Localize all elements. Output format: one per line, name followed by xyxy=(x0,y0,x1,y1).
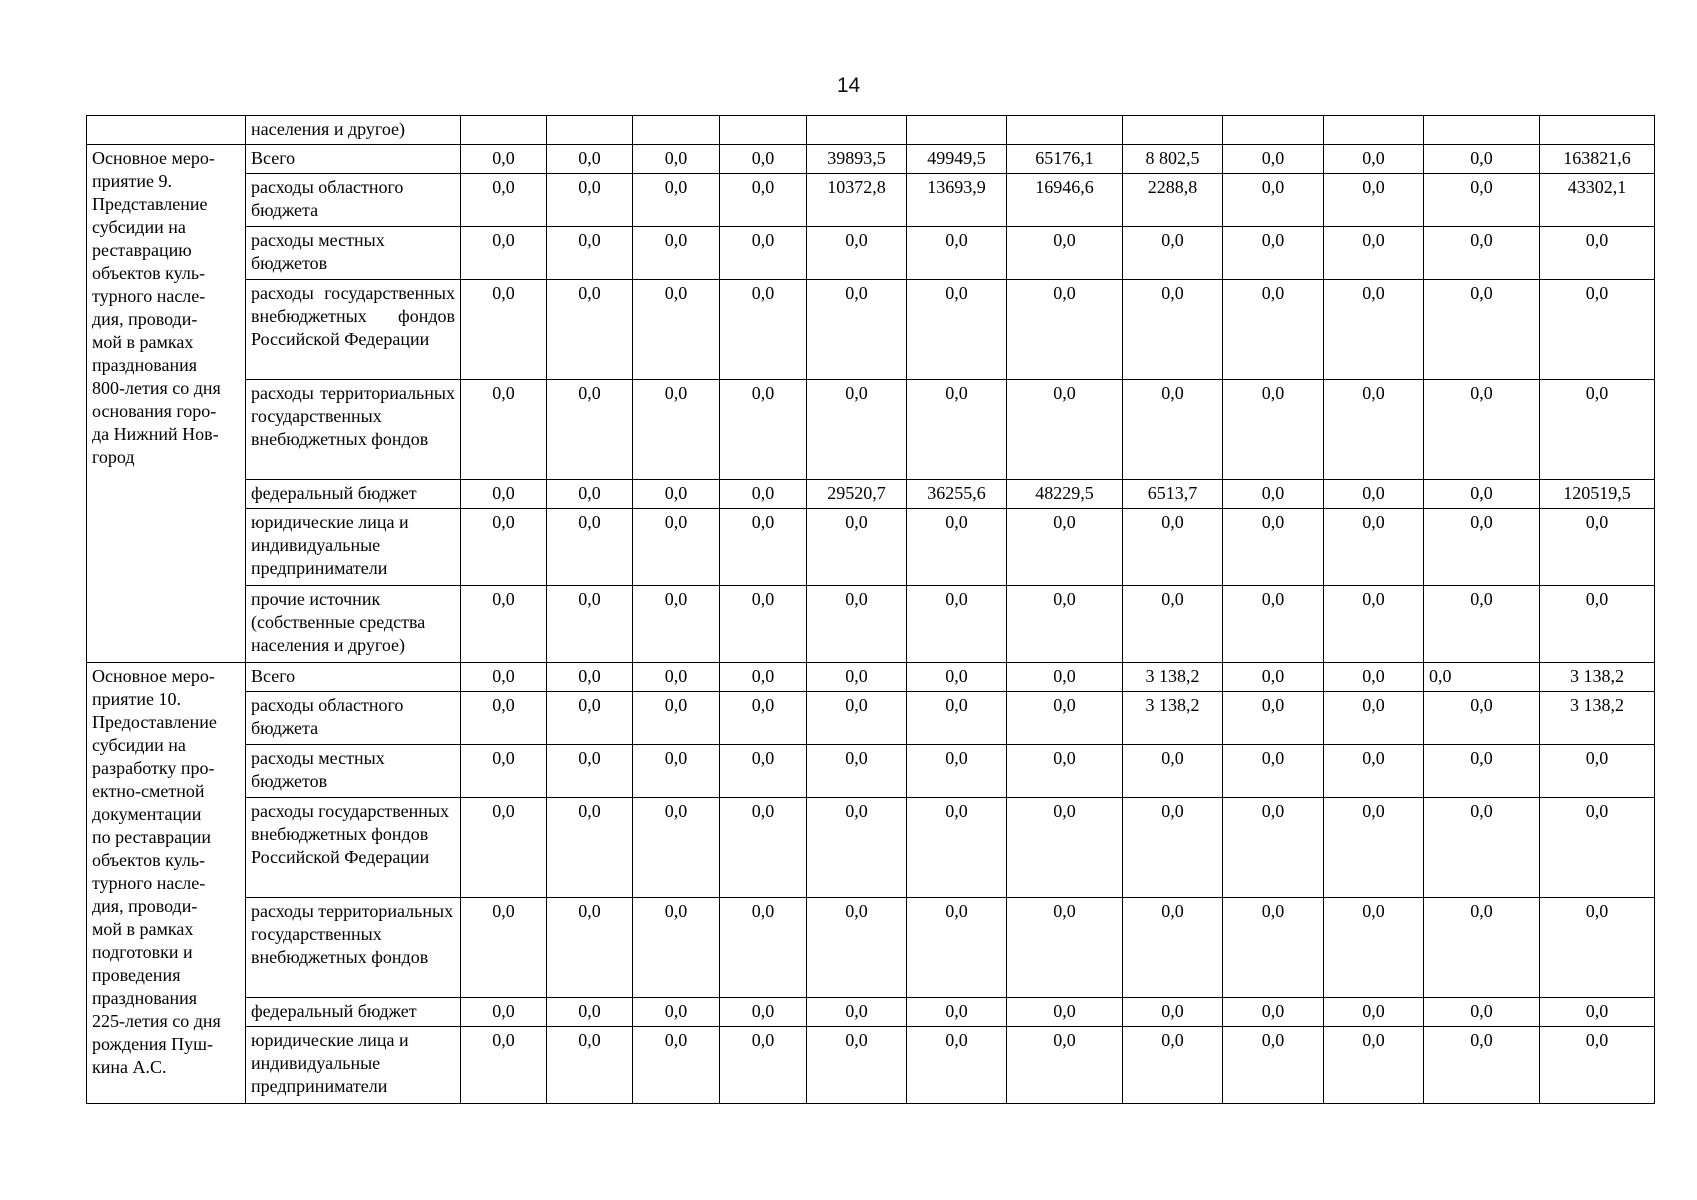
value-cell: 8 802,5 xyxy=(1123,145,1223,174)
value-cell: 0,0 xyxy=(1123,998,1223,1027)
value-cell: 0,0 xyxy=(907,380,1007,480)
source-cell: юридические лица и индивидуальные предприниматели xyxy=(246,509,461,586)
value-cell: 0,0 xyxy=(1424,280,1540,380)
value-cell: 0,0 xyxy=(461,1027,547,1104)
value-cell: 163821,6 xyxy=(1540,145,1655,174)
table-row xyxy=(87,509,1655,586)
value-cell: 3 138,2 xyxy=(1540,663,1655,692)
table-row xyxy=(87,663,1655,692)
value-cell: 0,0 xyxy=(807,1027,907,1104)
value-cell: 0,0 xyxy=(1324,145,1424,174)
value-cell: 0,0 xyxy=(1540,509,1655,586)
value-cell: 0,0 xyxy=(547,280,633,380)
value-cell: 0,0 xyxy=(1324,898,1424,998)
source-cell: расходы местных бюджетов xyxy=(246,745,461,798)
value-cell: 0,0 xyxy=(633,145,720,174)
source-cell: населения и другое) xyxy=(246,116,461,145)
value-cell: 0,0 xyxy=(461,898,547,998)
value-cell: 0,0 xyxy=(1540,586,1655,663)
value-cell xyxy=(1223,116,1324,145)
source-cell: расходы местных бюджетов xyxy=(246,227,461,280)
value-cell: 0,0 xyxy=(1223,798,1324,898)
value-cell: 0,0 xyxy=(547,692,633,745)
value-cell: 0,0 xyxy=(1223,480,1324,509)
value-cell: 0,0 xyxy=(461,480,547,509)
value-cell: 0,0 xyxy=(461,280,547,380)
value-cell: 0,0 xyxy=(807,663,907,692)
value-cell: 0,0 xyxy=(807,745,907,798)
value-cell: 0,0 xyxy=(1324,998,1424,1027)
table-row xyxy=(87,1027,1655,1104)
value-cell: 0,0 xyxy=(1324,380,1424,480)
value-cell: 0,0 xyxy=(1123,898,1223,998)
value-cell: 0,0 xyxy=(1123,745,1223,798)
value-cell: 0,0 xyxy=(720,586,807,663)
measure-title-line: мой в рамках xyxy=(92,919,194,939)
value-cell: 0,0 xyxy=(907,509,1007,586)
source-cell: расходы областного бюджета xyxy=(246,174,461,227)
table-row xyxy=(87,380,1655,480)
value-cell: 120519,5 xyxy=(1540,480,1655,509)
value-cell: 0,0 xyxy=(1540,745,1655,798)
table-row xyxy=(87,480,1655,509)
measure-title-line: празднования xyxy=(92,355,197,375)
value-cell: 0,0 xyxy=(807,692,907,745)
value-cell: 0,0 xyxy=(1324,280,1424,380)
measure-title-line: Основное меро- xyxy=(92,666,215,686)
value-cell: 0,0 xyxy=(1123,380,1223,480)
measure-title-line: город xyxy=(92,447,135,467)
value-cell: 0,0 xyxy=(633,663,720,692)
table-row xyxy=(87,174,1655,227)
value-cell: 0,0 xyxy=(1324,227,1424,280)
value-cell: 0,0 xyxy=(907,798,1007,898)
value-cell: 0,0 xyxy=(1424,586,1540,663)
value-cell: 0,0 xyxy=(807,280,907,380)
value-cell: 0,0 xyxy=(547,174,633,227)
value-cell: 0,0 xyxy=(633,380,720,480)
value-cell: 0,0 xyxy=(1123,509,1223,586)
value-cell: 0,0 xyxy=(1424,745,1540,798)
value-cell: 0,0 xyxy=(807,798,907,898)
source-cell: юридические лица и индивидуальные предприниматели xyxy=(246,1027,461,1104)
value-cell: 0,0 xyxy=(633,509,720,586)
value-cell: 0,0 xyxy=(547,745,633,798)
value-cell: 0,0 xyxy=(907,586,1007,663)
value-cell: 48229,5 xyxy=(1007,480,1123,509)
value-cell: 0,0 xyxy=(547,798,633,898)
value-cell: 0,0 xyxy=(633,480,720,509)
value-cell: 0,0 xyxy=(1223,663,1324,692)
value-cell xyxy=(1123,116,1223,145)
value-cell: 0,0 xyxy=(1424,174,1540,227)
measure-title-line: подготовки и xyxy=(92,942,193,962)
table-row xyxy=(87,998,1655,1027)
value-cell: 0,0 xyxy=(720,898,807,998)
value-cell: 0,0 xyxy=(720,174,807,227)
value-cell: 0,0 xyxy=(633,998,720,1027)
value-cell: 0,0 xyxy=(720,145,807,174)
measure-title-line: Предоставление xyxy=(92,712,217,732)
value-cell: 0,0 xyxy=(547,1027,633,1104)
value-cell: 0,0 xyxy=(1223,380,1324,480)
value-cell: 0,0 xyxy=(1324,174,1424,227)
value-cell: 0,0 xyxy=(907,692,1007,745)
value-cell: 16946,6 xyxy=(1007,174,1123,227)
value-cell: 0,0 xyxy=(633,1027,720,1104)
value-cell: 29520,7 xyxy=(807,480,907,509)
measure-title-line: приятие 9. xyxy=(92,171,173,191)
value-cell: 0,0 xyxy=(547,898,633,998)
value-cell: 0,0 xyxy=(633,745,720,798)
value-cell: 0,0 xyxy=(1007,663,1123,692)
source-cell: расходы государственных внебюджетных фондов Российской Федерации xyxy=(246,280,461,380)
value-cell xyxy=(633,116,720,145)
measure-title-line: приятие 10. xyxy=(92,689,182,709)
value-cell: 2288,8 xyxy=(1123,174,1223,227)
value-cell: 0,0 xyxy=(1324,1027,1424,1104)
value-cell: 0,0 xyxy=(633,798,720,898)
value-cell xyxy=(1007,116,1123,145)
value-cell: 0,0 xyxy=(720,745,807,798)
source-cell: Всего xyxy=(246,663,461,692)
value-cell: 0,0 xyxy=(1123,1027,1223,1104)
value-cell: 0,0 xyxy=(1007,586,1123,663)
value-cell: 0,0 xyxy=(1223,586,1324,663)
value-cell: 0,0 xyxy=(633,280,720,380)
value-cell: 0,0 xyxy=(1540,280,1655,380)
value-cell: 0,0 xyxy=(1324,509,1424,586)
table-row xyxy=(87,280,1655,380)
table-row xyxy=(87,227,1655,280)
value-cell: 0,0 xyxy=(461,998,547,1027)
source-cell: расходы государственных внебюджетных фондов Российской Федерации xyxy=(246,798,461,898)
source-cell: расходы территориальных государственных внебюджетных фондов xyxy=(246,380,461,480)
value-cell: 0,0 xyxy=(1223,145,1324,174)
table-row xyxy=(87,116,1655,145)
value-cell: 0,0 xyxy=(1424,509,1540,586)
table-row xyxy=(87,745,1655,798)
value-cell: 0,0 xyxy=(1007,898,1123,998)
value-cell: 0,0 xyxy=(1123,227,1223,280)
value-cell xyxy=(1424,116,1540,145)
value-cell: 39893,5 xyxy=(807,145,907,174)
value-cell: 3 138,2 xyxy=(1540,692,1655,745)
value-cell: 0,0 xyxy=(461,380,547,480)
measure-title-line: рождения Пуш- xyxy=(92,1034,214,1054)
value-cell: 0,0 xyxy=(907,898,1007,998)
value-cell: 0,0 xyxy=(1424,145,1540,174)
measure-title-line: ектно-сметной xyxy=(92,781,205,801)
value-cell: 0,0 xyxy=(1007,692,1123,745)
measure-title-cell xyxy=(87,145,246,663)
value-cell: 0,0 xyxy=(547,586,633,663)
value-cell: 0,0 xyxy=(1223,174,1324,227)
value-cell: 0,0 xyxy=(1540,898,1655,998)
measure-title-line: субсидии на xyxy=(92,735,186,755)
value-cell: 0,0 xyxy=(720,227,807,280)
measure-title-line: объектов куль- xyxy=(92,263,206,283)
value-cell: 0,0 xyxy=(807,227,907,280)
value-cell: 0,0 xyxy=(1223,998,1324,1027)
value-cell: 0,0 xyxy=(907,663,1007,692)
value-cell: 36255,6 xyxy=(907,480,1007,509)
value-cell: 0,0 xyxy=(461,227,547,280)
value-cell: 0,0 xyxy=(1424,998,1540,1027)
value-cell: 0,0 xyxy=(720,998,807,1027)
measure-title-line: основания горо- xyxy=(92,401,217,421)
value-cell: 0,0 xyxy=(720,380,807,480)
value-cell: 0,0 xyxy=(633,692,720,745)
value-cell: 0,0 xyxy=(1540,798,1655,898)
value-cell: 0,0 xyxy=(461,145,547,174)
value-cell: 0,0 xyxy=(1123,586,1223,663)
funding-table xyxy=(86,115,1655,1104)
measure-title-line: дия, проводи- xyxy=(92,896,198,916)
value-cell: 0,0 xyxy=(1007,509,1123,586)
value-cell: 0,0 xyxy=(547,663,633,692)
value-cell: 3 138,2 xyxy=(1123,663,1223,692)
value-cell: 0,0 xyxy=(1324,586,1424,663)
value-cell: 0,0 xyxy=(1223,1027,1324,1104)
value-cell: 0,0 xyxy=(720,798,807,898)
measure-title-line: дия, проводи- xyxy=(92,309,198,329)
value-cell: 0,0 xyxy=(633,174,720,227)
measure-title-line: Основное меро- xyxy=(92,148,215,168)
value-cell: 0,0 xyxy=(547,227,633,280)
value-cell: 0,0 xyxy=(1540,998,1655,1027)
value-cell: 0,0 xyxy=(720,663,807,692)
value-cell: 0,0 xyxy=(461,663,547,692)
value-cell: 0,0 xyxy=(1424,692,1540,745)
table-row xyxy=(87,898,1655,998)
value-cell: 0,0 xyxy=(1424,380,1540,480)
value-cell: 0,0 xyxy=(1424,227,1540,280)
value-cell: 0,0 xyxy=(807,380,907,480)
measure-title-line: разработку про- xyxy=(92,758,215,778)
value-cell: 0,0 xyxy=(633,898,720,998)
value-cell: 0,0 xyxy=(1424,480,1540,509)
measure-title-line: 225-летия со дня xyxy=(92,1011,221,1031)
value-cell: 0,0 xyxy=(1324,692,1424,745)
value-cell: 0,0 xyxy=(1324,480,1424,509)
value-cell xyxy=(720,116,807,145)
value-cell: 0,0 xyxy=(1007,280,1123,380)
table-row xyxy=(87,586,1655,663)
value-cell: 0,0 xyxy=(1424,798,1540,898)
value-cell: 0,0 xyxy=(720,509,807,586)
value-cell xyxy=(807,116,907,145)
value-cell: 0,0 xyxy=(807,509,907,586)
value-cell xyxy=(1540,116,1655,145)
value-cell: 0,0 xyxy=(1223,227,1324,280)
value-cell: 0,0 xyxy=(907,1027,1007,1104)
value-cell: 0,0 xyxy=(461,692,547,745)
value-cell: 0,0 xyxy=(1123,798,1223,898)
measure-title-line: турного насле- xyxy=(92,286,206,306)
value-cell: 0,0 xyxy=(461,798,547,898)
value-cell: 0,0 xyxy=(1007,745,1123,798)
value-cell: 0,0 xyxy=(1324,745,1424,798)
measure-title-line: проведения xyxy=(92,965,181,985)
value-cell: 0,0 xyxy=(807,898,907,998)
value-cell: 0,0 xyxy=(720,692,807,745)
value-cell: 0,0 xyxy=(720,480,807,509)
measure-title-line: турного насле- xyxy=(92,873,206,893)
value-cell: 0,0 xyxy=(1223,745,1324,798)
source-cell: федеральный бюджет xyxy=(246,998,461,1027)
value-cell: 13693,9 xyxy=(907,174,1007,227)
source-cell: прочие источник (собственные средства населения и другое) xyxy=(246,586,461,663)
value-cell: 0,0 xyxy=(1223,509,1324,586)
measure-title-line: объектов куль- xyxy=(92,850,206,870)
value-cell: 0,0 xyxy=(547,480,633,509)
value-cell: 49949,5 xyxy=(907,145,1007,174)
table-row xyxy=(87,798,1655,898)
value-cell: 0,0 xyxy=(547,380,633,480)
value-cell: 0,0 xyxy=(633,227,720,280)
value-cell: 0,0 xyxy=(1424,663,1540,692)
value-cell: 0,0 xyxy=(1223,280,1324,380)
table-row xyxy=(87,692,1655,745)
value-cell: 0,0 xyxy=(907,998,1007,1027)
value-cell: 0,0 xyxy=(633,586,720,663)
source-cell: федеральный бюджет xyxy=(246,480,461,509)
value-cell: 0,0 xyxy=(461,745,547,798)
value-cell: 0,0 xyxy=(1007,1027,1123,1104)
value-cell: 6513,7 xyxy=(1123,480,1223,509)
value-cell: 0,0 xyxy=(547,145,633,174)
measure-title-line: кина А.С. xyxy=(92,1057,167,1077)
measure-title-line: да Нижний Нов- xyxy=(92,424,219,444)
value-cell xyxy=(461,116,547,145)
value-cell: 0,0 xyxy=(1540,380,1655,480)
measure-title-line: Представление xyxy=(92,194,208,214)
value-cell: 0,0 xyxy=(1424,1027,1540,1104)
measure-title-line: празднования xyxy=(92,988,197,1008)
value-cell: 0,0 xyxy=(1123,280,1223,380)
value-cell: 0,0 xyxy=(1007,798,1123,898)
measure-title-line: документации xyxy=(92,804,202,824)
value-cell xyxy=(1324,116,1424,145)
measure-title-line: субсидии на xyxy=(92,217,186,237)
value-cell: 0,0 xyxy=(461,586,547,663)
measure-cell-empty xyxy=(87,116,246,145)
measure-title-line: 800-летия со дня xyxy=(92,378,221,398)
value-cell: 0,0 xyxy=(807,998,907,1027)
value-cell: 0,0 xyxy=(547,998,633,1027)
value-cell: 0,0 xyxy=(461,509,547,586)
value-cell: 0,0 xyxy=(907,280,1007,380)
value-cell: 10372,8 xyxy=(807,174,907,227)
source-cell: Всего xyxy=(246,145,461,174)
value-cell: 0,0 xyxy=(807,586,907,663)
value-cell: 0,0 xyxy=(1424,898,1540,998)
value-cell: 43302,1 xyxy=(1540,174,1655,227)
measure-title-cell xyxy=(87,663,246,1104)
source-cell: расходы областного бюджета xyxy=(246,692,461,745)
value-cell: 0,0 xyxy=(720,280,807,380)
measure-title-line: мой в рамках xyxy=(92,332,194,352)
table-row xyxy=(87,145,1655,174)
measure-title-line: реставрацию xyxy=(92,240,192,260)
value-cell xyxy=(907,116,1007,145)
value-cell: 0,0 xyxy=(1223,692,1324,745)
value-cell: 0,0 xyxy=(1223,898,1324,998)
value-cell: 0,0 xyxy=(461,174,547,227)
value-cell: 0,0 xyxy=(1007,998,1123,1027)
value-cell: 3 138,2 xyxy=(1123,692,1223,745)
value-cell: 0,0 xyxy=(1007,227,1123,280)
value-cell: 0,0 xyxy=(1007,380,1123,480)
value-cell: 0,0 xyxy=(1540,227,1655,280)
value-cell: 0,0 xyxy=(907,227,1007,280)
value-cell: 0,0 xyxy=(720,1027,807,1104)
value-cell: 0,0 xyxy=(1540,1027,1655,1104)
value-cell: 0,0 xyxy=(907,745,1007,798)
value-cell: 65176,1 xyxy=(1007,145,1123,174)
value-cell: 0,0 xyxy=(1324,663,1424,692)
value-cell xyxy=(547,116,633,145)
measure-title-line: по реставрации xyxy=(92,827,212,847)
value-cell: 0,0 xyxy=(1324,798,1424,898)
page-number: 14 xyxy=(836,74,861,97)
value-cell: 0,0 xyxy=(547,509,633,586)
source-cell: расходы территориальных государственных внебюджетных фондов xyxy=(246,898,461,998)
